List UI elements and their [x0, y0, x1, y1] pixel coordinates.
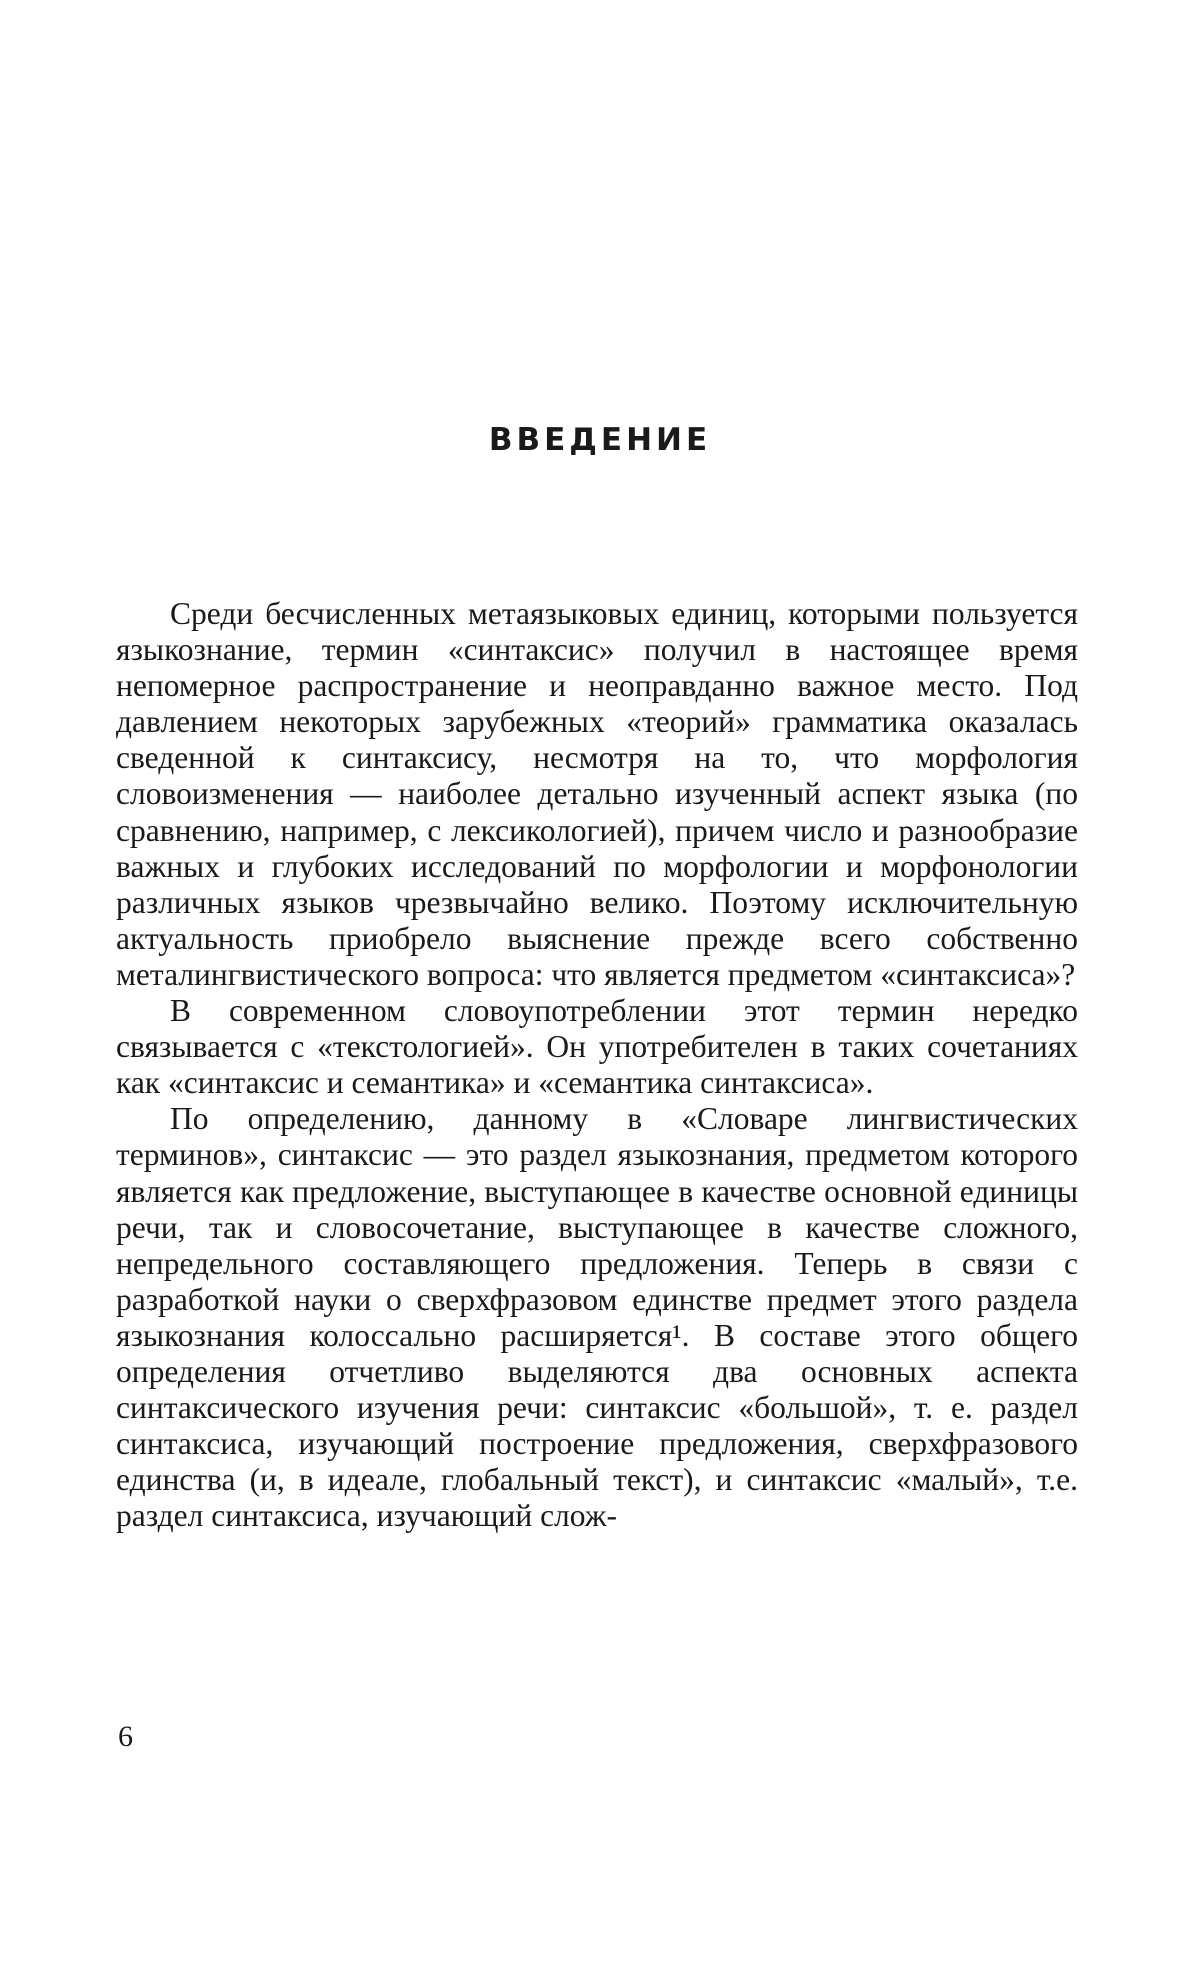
- page-number: 6: [118, 1720, 133, 1753]
- paragraph: По определению, данному в «Словаре лингвистических терминов», синтаксис — это раздел языкознания, предметом которого является как предложение, выступающее в качестве основной единицы речи, так и словосочетание, выступающее в качестве сложного, непредельного составляющего предложения. Теперь в связи с разработкой науки о сверхфразовом единстве предмет этого раздела языкознания колоссально расширяется¹. В составе этого общего определения отчетливо выделяются два основных аспекта синтаксического изучения речи: синтаксис «большой», т. е. раздел синтаксиса, изучающий построение предложения, сверхфразового единства (и, в идеале, глобальный текст), и синтаксис «малый», т.е. раздел синтаксиса, изучающий слож-: [116, 1101, 1078, 1534]
- body-text: [116, 596, 1078, 1534]
- paragraph: Среди бесчисленных метаязыковых единиц, которыми пользуется языкознание, термин «синтаксис» получил в настоящее время непомерное распространение и неоправданно важное место. Под давлением некоторых зарубежных «теорий» грамматика оказалась сведенной к синтаксису, несмотря на то, что морфология словоизменения — наиболее детально изученный аспект языка (по сравнению, например, с лексикологией), причем число и разнообразие важных и глубоких исследований по морфологии и морфонологии различных языков чрезвычайно велико. Поэтому исключительную актуальность приобрело выяснение прежде всего собственно металингвистического вопроса: что является предметом «синтаксиса»?: [116, 596, 1078, 992]
- paragraph: В современном словоупотреблении этот термин нередко связывается с «текстологией». Он употребителен в таких сочетаниях как «синтаксис и семантика» и «семантика синтаксиса».: [116, 993, 1078, 1101]
- chapter-heading: ВВЕДЕНИЕ: [488, 422, 712, 458]
